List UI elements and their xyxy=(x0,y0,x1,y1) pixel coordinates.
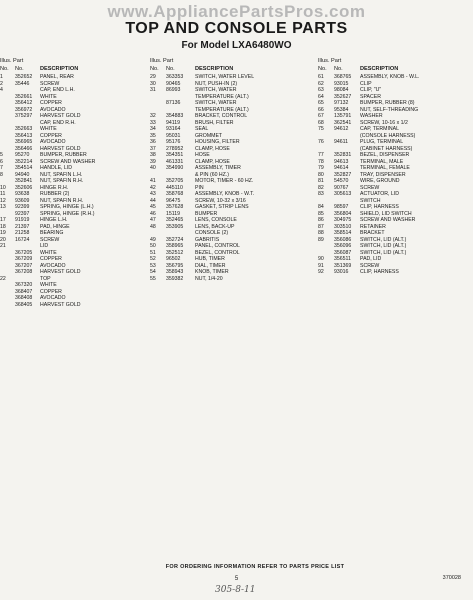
part-number: 94613 xyxy=(334,158,349,165)
part-number: 356087 xyxy=(334,249,352,256)
header-part-no: No. xyxy=(15,66,24,72)
part-description: SHIELD, LID SWITCH xyxy=(360,210,412,217)
part-description: PANEL, CONTROL xyxy=(195,243,240,249)
illus-number: 37 xyxy=(150,145,156,152)
part-number: 354351 xyxy=(166,152,184,158)
ordering-footer: FOR ORDERING INFORMATION REFER TO PARTS PRICE LIST xyxy=(165,564,345,570)
site-watermark: www.AppliancePartsPros.com xyxy=(107,2,366,21)
part-description: NUT, SPAFIN L.H. xyxy=(40,171,83,178)
part-description: SCREW xyxy=(360,184,380,191)
part-number: 359382 xyxy=(166,275,184,282)
part-number: 352724 xyxy=(166,236,184,243)
part-number: 352652 xyxy=(15,74,33,80)
part-description: COPPER xyxy=(40,288,62,295)
part-number: 354514 xyxy=(15,165,33,171)
part-description: CLIP, HARNESS xyxy=(360,204,399,210)
illus-number: 35 xyxy=(150,132,156,139)
part-number: 354990 xyxy=(166,165,184,171)
column-header xyxy=(150,58,308,74)
part-number: 368408 xyxy=(15,295,33,301)
part-number: 368405 xyxy=(15,301,33,308)
part-number: 368407 xyxy=(15,288,33,295)
part-number: 95384 xyxy=(334,106,349,113)
part-description: SWITCH, WATER LEVEL xyxy=(195,74,255,80)
part-description: SCREW, 10-32 x 3/16 xyxy=(195,197,246,204)
part-description: TEMPERATURE (ALT.) xyxy=(195,93,249,100)
part-number: 356795 xyxy=(166,262,184,269)
part-description: HUB, TIMER xyxy=(195,256,225,262)
illus-number: 31 xyxy=(150,87,156,93)
part-description: BUMPER xyxy=(195,210,218,217)
header-illus-part: Illus. Part xyxy=(150,58,174,64)
part-description: HINGE L.H. xyxy=(40,217,68,223)
part-number: 353905 xyxy=(166,223,184,230)
part-number: 92397 xyxy=(15,210,30,217)
part-description: CAP, END L.H. xyxy=(40,87,75,93)
header-part-no: No. xyxy=(166,66,175,72)
illus-number: 47 xyxy=(150,217,156,223)
part-description: CLIP xyxy=(360,80,372,87)
header-description: DESCRIPTION xyxy=(195,66,234,72)
part-number: 87136 xyxy=(166,100,181,106)
illus-number: 87 xyxy=(318,223,324,230)
part-description: HARVEST GOLD xyxy=(40,301,81,308)
part-description: SWITCH, LID (ALT.) xyxy=(360,236,407,243)
illus-number: 6 xyxy=(0,158,3,165)
part-number: 356413 xyxy=(15,132,33,139)
part-description: MOTOR, TIMER - 60 HZ. xyxy=(195,178,254,184)
part-number: 93016 xyxy=(334,269,349,275)
part-description: & PIN (60 HZ.) xyxy=(195,171,230,178)
part-number: 95031 xyxy=(166,132,181,139)
part-number: 94612 xyxy=(334,126,349,132)
header-description: DESCRIPTION xyxy=(40,66,79,72)
part-description: ACTUATOR, LID xyxy=(360,191,400,197)
illus-number: 88 xyxy=(318,230,324,236)
part-description: SEAL xyxy=(195,126,209,132)
part-number: 445110 xyxy=(166,184,183,191)
illus-number: 22 xyxy=(0,275,6,282)
part-description: BEZEL, DISPENSER xyxy=(360,152,410,158)
illus-number: 5 xyxy=(0,152,3,158)
illus-number: 64 xyxy=(318,93,324,100)
part-description: (CABINET HARNESS) xyxy=(360,145,413,152)
part-description: CLAMP, HOSE xyxy=(195,145,230,152)
illus-number: 12 xyxy=(0,197,6,204)
illus-number: 81 xyxy=(318,178,324,184)
part-description: HINGE R.H. xyxy=(40,184,69,191)
part-number: 356804 xyxy=(334,210,352,217)
part-description: SCREW xyxy=(40,80,60,87)
part-description: CONSOLE (2) xyxy=(195,230,229,236)
part-description: SCREW AND WASHER xyxy=(40,158,96,165)
part-number: 135791 xyxy=(334,113,352,119)
part-number: 90767 xyxy=(334,184,349,191)
part-description: AVOCADO xyxy=(40,139,66,145)
illus-number: 1 xyxy=(0,74,3,80)
illus-number: 90 xyxy=(318,256,324,262)
part-description: GASKET, STRIP LENS xyxy=(195,204,249,210)
illus-number: 50 xyxy=(150,243,156,249)
part-description: PLUG, TERMINAL xyxy=(360,139,404,145)
part-number: 98084 xyxy=(334,87,349,93)
part-description: PAD, LID xyxy=(360,256,382,262)
illus-number: 33 xyxy=(150,119,156,126)
part-description: TERMINAL, FEMALE xyxy=(360,165,410,171)
illus-number: 84 xyxy=(318,204,324,210)
part-description: WHITE xyxy=(40,126,57,132)
part-description: SPRING, HINGE (L.H.) xyxy=(40,204,94,210)
illus-number: 41 xyxy=(150,178,156,184)
header-illus-no: No. xyxy=(318,66,327,72)
part-number: 352214 xyxy=(15,158,33,165)
illus-number: 43 xyxy=(150,191,156,197)
part-number: 356086 xyxy=(334,236,352,243)
illus-number: 45 xyxy=(150,204,156,210)
illus-number: 2 xyxy=(0,80,3,87)
part-number: 21258 xyxy=(15,230,30,236)
part-description: TOP xyxy=(40,275,51,282)
illus-number: 44 xyxy=(150,197,156,204)
illus-number: 62 xyxy=(318,80,324,87)
part-description: CLAMP, HOSE xyxy=(195,158,230,165)
part-number: 356965 xyxy=(15,139,33,145)
part-number: 354883 xyxy=(166,113,184,119)
part-number: 357628 xyxy=(166,204,184,210)
parts-column-3 xyxy=(318,58,468,276)
part-description: CLIP, "U" xyxy=(360,87,382,93)
part-number: 352627 xyxy=(334,93,352,100)
illus-number: 29 xyxy=(150,74,156,80)
illus-number: 82 xyxy=(318,184,324,191)
part-number: 362541 xyxy=(334,119,352,126)
part-description: BUMPER, RUBBER (8) xyxy=(360,100,415,106)
illus-number: 4 xyxy=(0,87,3,93)
part-number: 352663 xyxy=(15,126,33,132)
part-number: 352827 xyxy=(334,171,352,178)
part-number: 356096 xyxy=(334,243,352,249)
part-description: WHITE xyxy=(40,93,57,100)
header-description: DESCRIPTION xyxy=(360,66,399,72)
illus-number: 92 xyxy=(318,269,324,275)
part-description: BRACKET, CONTROL xyxy=(195,113,248,119)
illus-number: 19 xyxy=(0,230,6,236)
illus-number: 85 xyxy=(318,210,324,217)
part-description: HOSE xyxy=(195,152,210,158)
part-description: SWITCH, LID (ALT.) xyxy=(360,243,407,249)
part-description: RETAINER xyxy=(360,223,386,230)
part-description: SWITCH, LID (ALT.) xyxy=(360,249,407,256)
part-description: TRAY, DISPENSER xyxy=(360,171,406,178)
table-row xyxy=(150,276,308,283)
part-number: 352705 xyxy=(166,178,184,184)
illus-number: 76 xyxy=(318,139,324,145)
part-number: 15119 xyxy=(166,210,181,217)
handwritten-note: 305-8-11 xyxy=(215,585,256,595)
parts-column-1 xyxy=(0,58,135,308)
part-number: 358943 xyxy=(166,269,184,275)
illus-number: 83 xyxy=(318,191,324,197)
illus-number: 39 xyxy=(150,158,156,165)
part-description: AVOCADO xyxy=(40,106,66,113)
illus-number: 53 xyxy=(150,262,156,269)
part-description: HARVEST GOLD xyxy=(40,113,81,119)
part-description: SWITCH, WATER xyxy=(195,87,237,93)
part-number: 367205 xyxy=(15,249,33,256)
part-description: WIRE, GROUND xyxy=(360,178,400,184)
part-number: 95270 xyxy=(15,152,30,158)
part-description: KNOB, TIMER xyxy=(195,269,229,275)
part-number: 21397 xyxy=(15,223,30,230)
part-number: 96502 xyxy=(166,256,181,262)
part-number: 352661 xyxy=(15,93,33,100)
part-description: TERMINAL, MALE xyxy=(360,158,404,165)
illus-number: 86 xyxy=(318,217,324,223)
illus-number: 7 xyxy=(0,165,3,171)
illus-number: 68 xyxy=(318,119,324,126)
header-part-no: No. xyxy=(334,66,343,72)
part-description: BRUSH, FILTER xyxy=(195,119,234,126)
part-description: TEMPERATURE (ALT.) xyxy=(195,106,249,113)
part-number: 305613 xyxy=(334,191,352,197)
part-description: PANEL, REAR xyxy=(40,74,74,80)
illus-number: 55 xyxy=(150,275,156,282)
part-description: SWITCH, WATER xyxy=(195,100,237,106)
part-number: 358768 xyxy=(166,191,184,197)
part-number: 90465 xyxy=(166,80,181,87)
part-description: ASSEMBLY, TIMER xyxy=(195,165,241,171)
illus-number: 79 xyxy=(318,165,324,171)
illus-number: 13 xyxy=(0,204,6,210)
part-description: CLIP, HARNESS xyxy=(360,269,399,275)
part-number: 35446 xyxy=(15,80,30,87)
part-description: CAP, END R.H. xyxy=(40,119,76,126)
illus-number: 10 xyxy=(0,184,6,191)
part-description: WASHER xyxy=(360,113,383,119)
part-number: 358514 xyxy=(334,230,352,236)
part-description: LENS, CONSOLE xyxy=(195,217,237,223)
part-description: SPRING, HINGE (R.H.) xyxy=(40,210,95,217)
part-description: SCREW xyxy=(40,236,60,243)
part-description: DIAL, TIMER xyxy=(195,262,226,269)
part-description: PAD, HINGE xyxy=(40,223,70,230)
illus-number: 36 xyxy=(150,139,156,145)
part-number: 363353 xyxy=(166,74,184,80)
column-header xyxy=(318,58,468,74)
part-description: ASSEMBLY, KNOB - W.L. xyxy=(360,74,420,80)
part-description: COPPER xyxy=(40,100,62,106)
part-number: 93015 xyxy=(334,80,349,87)
model-subtitle: For Model LXA6480WO xyxy=(181,40,292,51)
part-number: 94119 xyxy=(166,119,181,126)
part-number: 367208 xyxy=(15,269,33,275)
part-number: 356412 xyxy=(15,100,33,106)
illus-number: 18 xyxy=(0,223,6,230)
part-description: BEARING xyxy=(40,230,64,236)
part-description: BRACKET xyxy=(360,230,385,236)
part-description: SCREW AND WASHER xyxy=(360,217,416,223)
illus-number: 61 xyxy=(318,74,324,80)
part-number: 367209 xyxy=(15,256,33,262)
part-description: COPPER xyxy=(40,132,62,139)
part-description: SPACER xyxy=(360,93,381,100)
part-number: 303510 xyxy=(334,223,352,230)
part-number: 352512 xyxy=(166,249,184,256)
part-description: GABRITIS xyxy=(195,236,220,243)
part-description: WHITE xyxy=(40,249,57,256)
part-number: 93609 xyxy=(15,197,30,204)
document-code: 370028 xyxy=(442,575,461,581)
part-number: 356511 xyxy=(334,256,351,262)
illus-number: 91 xyxy=(318,262,324,269)
table-row xyxy=(318,269,468,276)
page-title: TOP AND CONSOLE PARTS xyxy=(125,20,348,37)
part-number: 94940 xyxy=(15,171,30,178)
part-description: SCREW, 10-16 x 1/2 xyxy=(360,119,408,126)
part-number: 92399 xyxy=(15,204,30,210)
illus-number: 78 xyxy=(318,158,324,165)
illus-number: 49 xyxy=(150,236,156,243)
part-number: 367207 xyxy=(15,262,33,269)
illus-number: 17 xyxy=(0,217,6,223)
illus-number: 77 xyxy=(318,152,324,158)
illus-number: 66 xyxy=(318,106,324,113)
illus-number: 51 xyxy=(150,249,156,256)
header-illus-no: No. xyxy=(0,66,9,72)
part-description: SWITCH xyxy=(360,197,381,204)
part-description: (CONSOLE HARNESS) xyxy=(360,132,416,139)
header-illus-part: Illus. Part xyxy=(0,58,24,64)
part-number: 16724 xyxy=(15,236,30,243)
part-description: NUT, 1/4-20 xyxy=(195,275,223,282)
part-description: HOUSING, FILTER xyxy=(195,139,240,145)
illus-number: 40 xyxy=(150,165,156,171)
part-number: 352831 xyxy=(334,152,352,158)
header-illus-part: Illus. Part xyxy=(318,58,342,64)
illus-number: 80 xyxy=(318,171,324,178)
part-description: AVOCADO xyxy=(40,295,66,301)
part-number: 93164 xyxy=(166,126,181,132)
part-number: 95176 xyxy=(166,139,181,145)
part-number: 96475 xyxy=(166,197,181,204)
illus-number: 54 xyxy=(150,269,156,275)
part-description: HANDLE, LID xyxy=(40,165,72,171)
illus-number: 48 xyxy=(150,223,156,230)
part-number: 86993 xyxy=(166,87,181,93)
illus-number: 46 xyxy=(150,210,156,217)
part-number: 54570 xyxy=(334,178,349,184)
part-description: SCREW xyxy=(360,262,380,269)
page-number: 5 xyxy=(234,576,239,582)
part-number: 94614 xyxy=(334,165,349,171)
part-number: 356466 xyxy=(15,145,33,152)
part-number: 375297 xyxy=(15,113,33,119)
illus-number: 67 xyxy=(318,113,324,119)
part-description: NUT, SPAFIN R.H. xyxy=(40,178,84,184)
part-description: LENS, BACK-UP xyxy=(195,223,235,230)
part-description: BUMPER, RUBBER xyxy=(40,152,87,158)
part-description: AVOCADO xyxy=(40,262,66,269)
part-description: HARVEST GOLD xyxy=(40,145,81,152)
illus-number: 32 xyxy=(150,113,156,119)
illus-number: 75 xyxy=(318,126,324,132)
illus-number: 30 xyxy=(150,80,156,87)
part-number: 97132 xyxy=(334,100,349,106)
illus-number: 63 xyxy=(318,87,324,93)
part-description: NUT, SPAFIN R.H. xyxy=(40,197,84,204)
part-number: 356972 xyxy=(15,106,33,113)
part-description: COPPER xyxy=(40,256,62,262)
illus-number: 34 xyxy=(150,126,156,132)
part-number: 91919 xyxy=(15,217,30,223)
table-row xyxy=(0,302,135,309)
part-description: ASSEMBLY, KNOB - W.T. xyxy=(195,191,255,197)
illus-number: 52 xyxy=(150,256,156,262)
part-description: NUT, SELF-THREADING xyxy=(360,106,419,113)
part-number: 352465 xyxy=(166,217,184,223)
part-number: 461331 xyxy=(166,158,184,165)
part-description: PIN xyxy=(195,184,204,191)
illus-number: 89 xyxy=(318,236,324,243)
column-header xyxy=(0,58,135,74)
illus-number: 8 xyxy=(0,171,3,178)
illus-number: 20 xyxy=(0,236,6,243)
part-description: NUT, PUSH-IN (2) xyxy=(195,80,238,87)
part-number: 351369 xyxy=(334,262,352,269)
part-description: LID xyxy=(40,243,49,249)
part-number: 304975 xyxy=(334,217,352,223)
part-number: 98597 xyxy=(334,204,349,210)
part-number: 367320 xyxy=(15,282,33,288)
illus-number: 38 xyxy=(150,152,156,158)
illus-number: 11 xyxy=(0,191,6,197)
part-description: WHITE xyxy=(40,282,57,288)
illus-number: 65 xyxy=(318,100,324,106)
parts-column-2 xyxy=(150,58,308,282)
part-description: HARVEST GOLD xyxy=(40,269,81,275)
part-number: 352841 xyxy=(15,178,33,184)
part-number: 352606 xyxy=(15,184,33,191)
part-description: BEZEL, CONTROL xyxy=(195,249,240,256)
part-description: RUBBER (2) xyxy=(40,191,70,197)
part-number: 358965 xyxy=(166,243,184,249)
illus-number: 42 xyxy=(150,184,156,191)
illus-number: 21 xyxy=(0,243,6,249)
part-number: 278952 xyxy=(166,145,184,152)
part-number: 94611 xyxy=(334,139,349,145)
header-illus-no: No. xyxy=(150,66,159,72)
part-number: 93638 xyxy=(15,191,30,197)
part-description: GROMMET xyxy=(195,132,223,139)
part-description: CAP, TERMINAL xyxy=(360,126,400,132)
part-number: 368765 xyxy=(334,74,352,80)
